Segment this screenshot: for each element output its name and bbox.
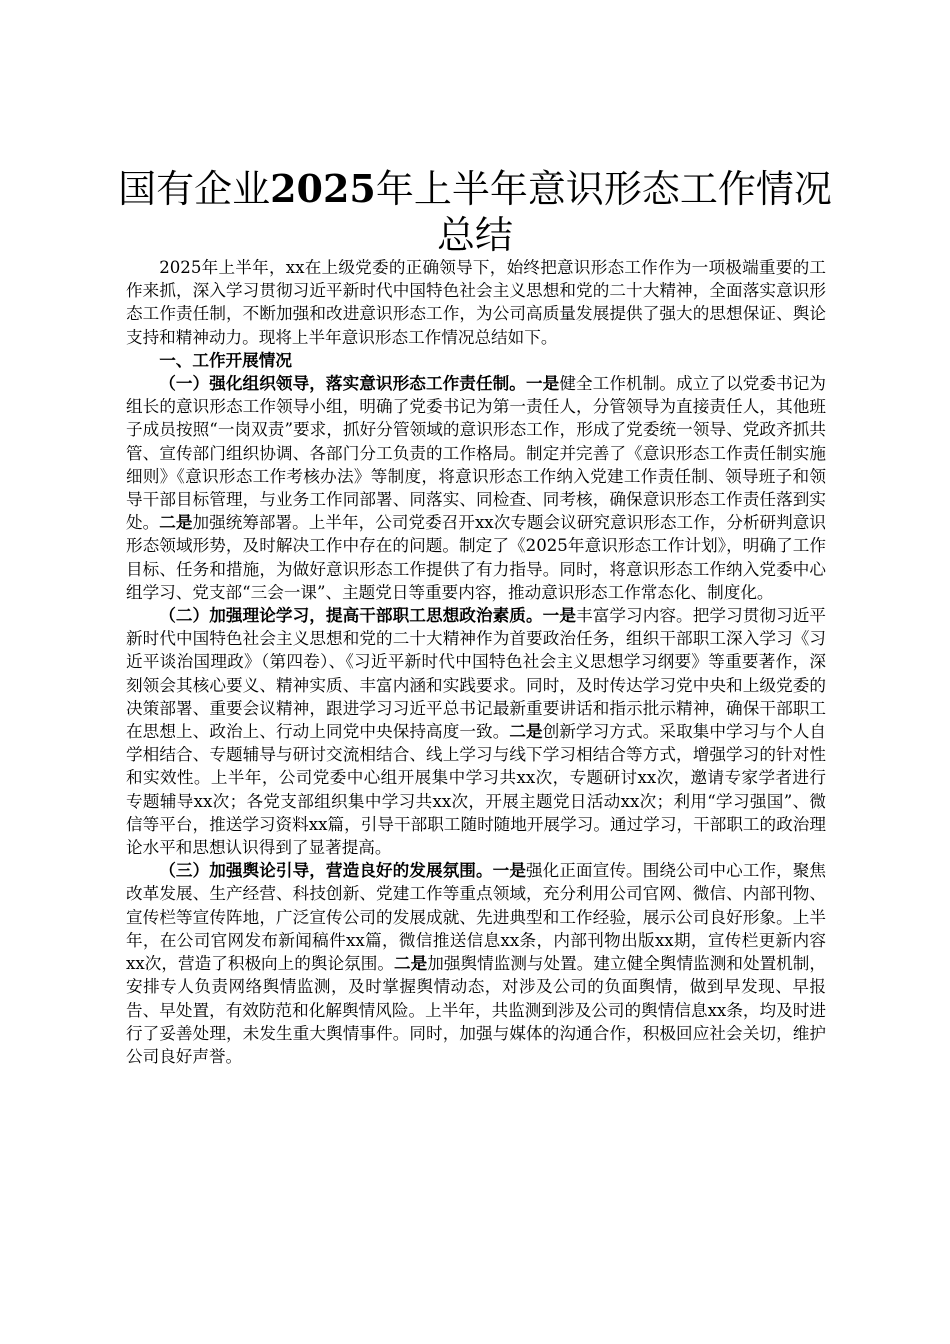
sub3-text1: 强化正面宣传。围绕公司中心工作，聚焦改革发展、生产经营、科技创新、党建工作等重点领域，充分利用公司官网、微信、内部刊物、宣传栏等宣传阵地，广泛宣传公司的发展成就、先进典型和工作经验，展示公司良好形象。上半年，在公司官网发布新闻稿件xx篇，微信推送信息xx条，内部刊物出版xx期，宣传栏更新内容xx次，营造了积极向上的舆论氛围。 (126, 861, 827, 974)
sub1-heading: （一）强化组织领导，落实意识形态工作责任制。 (159, 373, 526, 394)
sub2-heading: （二）加强理论学习，提高干部职工思想政治素质。 (159, 605, 543, 626)
sub2-lead1: 一是 (542, 605, 577, 626)
sub2-lead2: 二是 (509, 721, 543, 742)
sub1-text2: 加强统筹部署。上半年，公司党委召开xx次专题会议研究意识形态工作，分析研判意识形态领域形势，及时解决工作中存在的问题。制定了《2025年意识形态工作计划》，明确了工作目标、任务和措施，为做好意识形态工作提供了有力指导。同时，将意识形态工作纳入党委中心组学习、党支部“三会一课”、主题党日等重要内容，推动意识形态工作常态化、制度化。 (126, 513, 826, 602)
sub1-text1: 健全工作机制。成立了以党委书记为组长的意识形态工作领导小组，明确了党委书记为第一责任人，分管领导为直接责任人，其他班子成员按照“一岗双责”要求，抓好分管领域的意识形态工作，形成了党委统一领导、党政齐抓共管、宣传部门组织协调、各部门分工负责的工作格局。制定并完善了《意识形态工作责任制实施细则》《意识形态工作考核办法》等制度，将意识形态工作纳入党建工作责任制、领导班子和领导干部目标管理，与业务工作同部署、同落实、同检查、同考核，确保意识形态工作责任落到实处。 (126, 374, 827, 533)
title-year: 2025 (270, 166, 376, 211)
sub3-heading: （三）加强舆论引导，营造良好的发展氛围。 (159, 860, 493, 881)
paragraph-sub3 (126, 859, 826, 1068)
sub1-lead1: 一是 (525, 373, 560, 394)
title-part1: 国有企业 (118, 167, 271, 211)
document-title (110, 166, 840, 258)
sub1-lead2: 二是 (159, 512, 193, 533)
paragraph-sub1 (126, 372, 826, 604)
sub3-lead1: 一是 (492, 860, 526, 881)
sub2-text2: 创新学习方式。采取集中学习与个人自学相结合、专题辅导与研讨交流相结合、线上学习与线下学习相结合等方式，增强学习的针对性和实效性。上半年，公司党委中心组开展集中学习共xx次，专题研讨xx次，邀请专家学者进行专题辅导xx次；各党支部组织集中学习共xx次，开展主题党日活动xx次；利用“学习强国”、微信等平台，推送学习资料xx篇，引导干部职工随时随地开展学习。通过学习，干部职工的政治理论水平和思想认识得到了显著提高。 (126, 722, 827, 858)
paragraph-sub2 (126, 604, 826, 859)
sub3-text2: 加强舆情监测与处置。建立健全舆情监测和处置机制，安排专人负责网络舆情监测，及时掌握舆情动态，对涉及公司的负面舆情，做到早发现、早报告、早处置，有效防范和化解舆情风险。上半年，共监测到涉及公司的舆情信息xx条，均及时进行了妥善处理，未发生重大舆情事件。同时，加强与媒体的沟通合作，积极回应社会关切，维护公司良好声誉。 (126, 954, 827, 1066)
sub2-text1: 丰富学习内容。把学习贯彻习近平新时代中国特色社会主义思想和党的二十大精神作为首要政治任务，组织干部职工深入学习《习近平谈治国理政》（第四卷）、《习近平新时代中国特色社会主义思想学习纲要》等重要著作，深刻领会其核心要义、精神实质、丰富内涵和实践要求。同时，及时传达学习党中央和上级党委的决策部署、重要会议精神，跟进学习习近平总书记最新重要讲话和指示批示精神，确保干部职工在思想上、政治上、行动上同党中央保持高度一致。 (126, 606, 827, 742)
sub3-lead2: 二是 (394, 953, 428, 974)
document-body (126, 256, 826, 1068)
section-heading-work: 一、工作开展情况 (159, 349, 292, 370)
title-part2: 年上半年意识形态工作情况总结 (375, 167, 832, 257)
intro-paragraph: 2025年上半年，xx在上级党委的正确领导下，始终把意识形态工作作为一项极端重要的工作来抓，深入学习贯彻习近平新时代中国特色社会主义思想和党的二十大精神，全面落实意识形态工作责任制，不断加强和改进意识形态工作，为公司高质量发展提供了强大的思想保证、舆论支持和精神动力。现将上半年意识形态工作情况总结如下。 (126, 258, 826, 347)
